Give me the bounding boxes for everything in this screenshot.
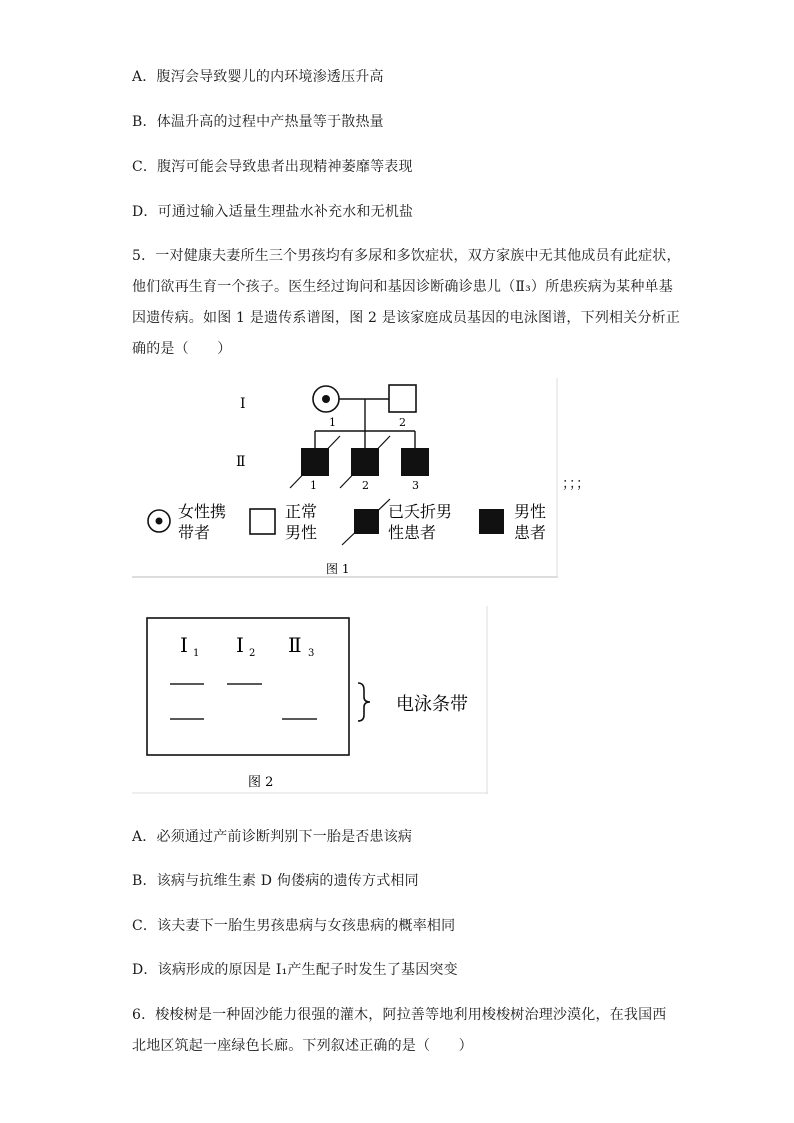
legend-carrier-line2: 带者 xyxy=(178,523,211,542)
legend-carrier-line1: 女性携 xyxy=(178,502,227,521)
legend-normal-male-icon xyxy=(250,509,275,534)
q4-option-c: C．腹泻可能会导致患者出现精神萎靡等表现 xyxy=(132,159,413,175)
i1-number: 1 xyxy=(329,416,336,429)
q4-option-d: D．可通过输入适量生理盐水补充水和无机盐 xyxy=(132,204,414,220)
figure2-caption: 图 2 xyxy=(248,775,274,790)
lane-i2-label: Ⅰ xyxy=(236,633,244,657)
legend-male-patient-icon xyxy=(479,509,504,534)
normal-male-symbol xyxy=(389,385,416,412)
legend-patient-line1: 男性 xyxy=(514,502,547,521)
q5-stem-line-1: 5．一对健康夫妻所生三个男孩均有多尿和多饮症状，双方家族中无其他成员有此症状， xyxy=(132,248,681,264)
q6-stem-line-2: 北地区筑起一座绿色长廊。下列叙述正确的是（ ） xyxy=(132,1038,473,1054)
q6-stem-line-1: 6．梭梭树是一种固沙能力很强的灌木，阿拉善等地利用梭梭树治理沙漠化，在我国西 xyxy=(132,1007,667,1023)
legend-patient-line2: 患者 xyxy=(514,523,547,542)
ii3-patient-symbol xyxy=(401,448,429,476)
legend-dead-line2: 性患者 xyxy=(388,523,437,542)
q4-option-b: B．体温升高的过程中产热量等于散热量 xyxy=(132,114,384,130)
legend-normal-line2: 男性 xyxy=(285,523,318,542)
figure-trailing-marks: ；；； xyxy=(562,476,590,492)
band-label: 电泳条带 xyxy=(396,694,468,715)
q5-option-a: A．必须通过产前诊断判别下一胎是否患该病 xyxy=(132,829,413,845)
legend-normal-line1: 正常 xyxy=(285,502,318,521)
q5-option-d: D．该病形成的原因是 I₁产生配子时发生了基因突变 xyxy=(132,962,458,978)
pedigree-figure xyxy=(132,378,558,578)
legend-dead-line1: 已夭折男 xyxy=(388,502,453,521)
ii3-number: 3 xyxy=(412,479,419,492)
q5-option-c: C．该夫妻下一胎生男孩患病与女孩患病的概率相同 xyxy=(132,918,456,934)
electrophoresis-figure xyxy=(132,606,488,794)
q5-stem-line-2: 他们欲再生育一个孩子。医生经过询问和基因诊断确诊患儿（Ⅱ₃）所患疾病为某种单基 xyxy=(132,279,673,295)
generation-2-label: Ⅱ xyxy=(236,454,246,470)
lane-ii3-sub: 3 xyxy=(308,648,315,659)
figure1-caption: 图 1 xyxy=(326,562,350,576)
lane-ii3-label: Ⅱ xyxy=(288,633,302,657)
q5-stem-line-3: 因遗传病。如图 1 是遗传系谱图，图 2 是该家庭成员基因的电泳图谱，下列相关分析正 xyxy=(132,310,681,326)
ii1-number: 1 xyxy=(310,479,317,492)
i2-number: 2 xyxy=(399,416,406,429)
q5-stem-line-4: 确的是（ ） xyxy=(132,341,232,357)
q5-option-b: B．该病与抗维生素 D 佝偻病的遗传方式相同 xyxy=(132,873,419,889)
generation-1-label: Ⅰ xyxy=(240,396,246,412)
lane-i1-label: Ⅰ xyxy=(180,633,188,657)
lane-i2-sub: 2 xyxy=(249,648,256,659)
lane-i1-sub: 1 xyxy=(193,648,200,659)
ii2-number: 2 xyxy=(362,479,369,492)
q4-option-a: A．腹泻会导致婴儿的内环境渗透压升高 xyxy=(132,69,384,85)
